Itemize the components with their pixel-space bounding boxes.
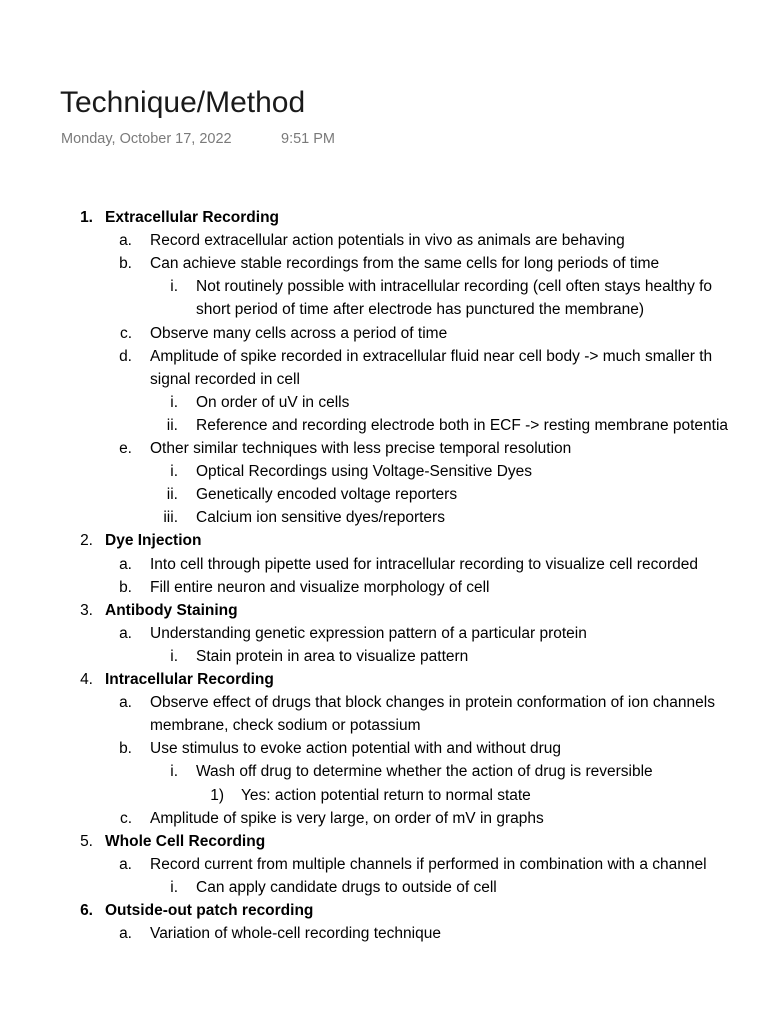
list-marker: b. bbox=[119, 255, 132, 273]
section-heading: Intracellular Recording bbox=[105, 671, 274, 688]
outline-item[interactable] bbox=[0, 393, 768, 415]
list-marker: d. bbox=[119, 347, 132, 365]
list-marker: ii. bbox=[166, 486, 178, 504]
list-marker: b. bbox=[119, 578, 132, 596]
outline-item[interactable] bbox=[0, 531, 768, 553]
outline-item[interactable] bbox=[0, 324, 768, 346]
list-marker: 6. bbox=[80, 902, 93, 919]
section-heading: Whole Cell Recording bbox=[105, 832, 266, 850]
outline-item[interactable] bbox=[0, 277, 768, 299]
list-item-text: Can apply candidate drugs to outside of cell bbox=[196, 878, 497, 896]
list-marker: iii. bbox=[163, 509, 178, 527]
section-heading: Antibody Staining bbox=[105, 601, 238, 619]
outline-item[interactable] bbox=[0, 254, 768, 276]
outline-item[interactable] bbox=[0, 670, 768, 692]
list-item-text: Understanding genetic expression pattern of a particular protein bbox=[150, 624, 587, 642]
list-marker: 5. bbox=[80, 832, 93, 850]
list-item-text: signal recorded in cell bbox=[150, 370, 300, 388]
outline-item[interactable] bbox=[0, 416, 768, 438]
list-marker: 3. bbox=[80, 601, 93, 619]
outline-item[interactable] bbox=[0, 716, 768, 738]
list-marker: c. bbox=[119, 809, 132, 827]
outline-item[interactable] bbox=[0, 485, 768, 507]
outline-item[interactable] bbox=[0, 578, 768, 600]
section-heading: Extracellular Recording bbox=[105, 209, 280, 226]
list-marker: a. bbox=[119, 855, 132, 873]
outline-item[interactable] bbox=[0, 624, 768, 646]
outline-item[interactable] bbox=[0, 300, 768, 322]
list-marker: i. bbox=[170, 763, 178, 781]
list-marker: c. bbox=[119, 324, 132, 342]
list-marker: 1) bbox=[210, 786, 224, 804]
list-item-text: On order of uV in cells bbox=[196, 393, 350, 411]
page-date: Monday, October 17, 2022 bbox=[61, 131, 232, 147]
outline-item[interactable] bbox=[0, 809, 768, 831]
list-item-text: Use stimulus to evoke action potential with and without drug bbox=[150, 740, 561, 758]
outline-item[interactable] bbox=[0, 786, 768, 808]
outline-item[interactable] bbox=[0, 924, 768, 946]
list-item-text: Fill entire neuron and visualize morphology of cell bbox=[150, 578, 490, 596]
list-item-text: Can achieve stable recordings from the same cells for long periods of time bbox=[150, 255, 660, 273]
list-item-text: Reference and recording electrode both in ECF -> resting membrane potentia bbox=[196, 416, 729, 434]
outline-item[interactable] bbox=[0, 878, 768, 900]
list-item-text: Optical Recordings using Voltage-Sensitive Dyes bbox=[196, 463, 533, 481]
list-item-text: Observe many cells across a period of time bbox=[150, 324, 448, 342]
outline-item[interactable] bbox=[0, 439, 768, 461]
list-marker: ii. bbox=[166, 416, 178, 434]
list-item-text: Genetically encoded voltage reporters bbox=[196, 486, 458, 504]
outline-item[interactable] bbox=[0, 647, 768, 669]
list-marker: a. bbox=[119, 624, 132, 642]
outline-item[interactable] bbox=[0, 347, 768, 369]
outline-item[interactable] bbox=[0, 832, 768, 854]
list-marker: i. bbox=[170, 878, 178, 896]
outline-item[interactable] bbox=[0, 601, 768, 623]
page-title[interactable]: Technique/Method bbox=[60, 86, 306, 119]
list-marker: a. bbox=[119, 555, 132, 573]
list-item-text: Calcium ion sensitive dyes/reporters bbox=[196, 509, 445, 527]
list-item-text: Into cell through pipette used for intracellular recording to visualize cell recorded bbox=[150, 555, 698, 573]
list-marker: i. bbox=[170, 463, 178, 481]
list-item-text: Amplitude of spike recorded in extracellular fluid near cell body -> much smaller th bbox=[150, 347, 713, 365]
list-item-text: Record current from multiple channels if performed in combination with a channel bbox=[150, 855, 707, 873]
list-item-text: Record extracellular action potentials in vivo as animals are behaving bbox=[150, 232, 625, 250]
outline-item[interactable] bbox=[0, 208, 768, 230]
outline-item[interactable] bbox=[0, 855, 768, 877]
list-item-text: Other similar techniques with less precise temporal resolution bbox=[150, 440, 572, 457]
outline-item[interactable] bbox=[0, 508, 768, 530]
outline-item[interactable] bbox=[0, 370, 768, 392]
outline-item[interactable] bbox=[0, 555, 768, 577]
list-marker: 4. bbox=[80, 671, 93, 688]
outline-item[interactable] bbox=[0, 901, 768, 923]
list-marker: a. bbox=[119, 694, 132, 712]
list-item-text: Yes: action potential return to normal state bbox=[241, 786, 531, 804]
list-item-text: Observe effect of drugs that block changes in protein conformation of ion channels bbox=[150, 694, 715, 712]
list-marker: 1. bbox=[80, 209, 93, 226]
list-marker: i. bbox=[170, 393, 178, 411]
outline-item[interactable] bbox=[0, 462, 768, 484]
list-marker: i. bbox=[170, 278, 178, 296]
list-item-text: Stain protein in area to visualize pattern bbox=[196, 647, 469, 665]
list-marker: i. bbox=[170, 647, 178, 665]
page-time: 9:51 PM bbox=[281, 131, 335, 147]
outline-item[interactable] bbox=[0, 762, 768, 784]
list-marker: 2. bbox=[80, 532, 93, 550]
outline-item[interactable] bbox=[0, 739, 768, 761]
section-heading: Outside-out patch recording bbox=[105, 902, 314, 919]
list-item-text: Wash off drug to determine whether the action of drug is reversible bbox=[196, 763, 653, 781]
list-item-text: Not routinely possible with intracellular recording (cell often stays healthy fo bbox=[196, 278, 713, 296]
list-marker: a. bbox=[119, 925, 132, 943]
section-heading: Dye Injection bbox=[105, 532, 202, 550]
list-marker: b. bbox=[119, 740, 132, 758]
list-item-text: Amplitude of spike is very large, on order of mV in graphs bbox=[150, 809, 544, 827]
list-item-text: Variation of whole-cell recording technique bbox=[150, 925, 441, 943]
list-marker: e. bbox=[119, 440, 132, 457]
list-marker: a. bbox=[119, 232, 132, 250]
list-item-text: short period of time after electrode has punctured the membrane) bbox=[196, 301, 645, 319]
outline-item[interactable] bbox=[0, 693, 768, 715]
list-item-text: membrane, check sodium or potassium bbox=[150, 717, 421, 735]
outline-item[interactable] bbox=[0, 231, 768, 253]
